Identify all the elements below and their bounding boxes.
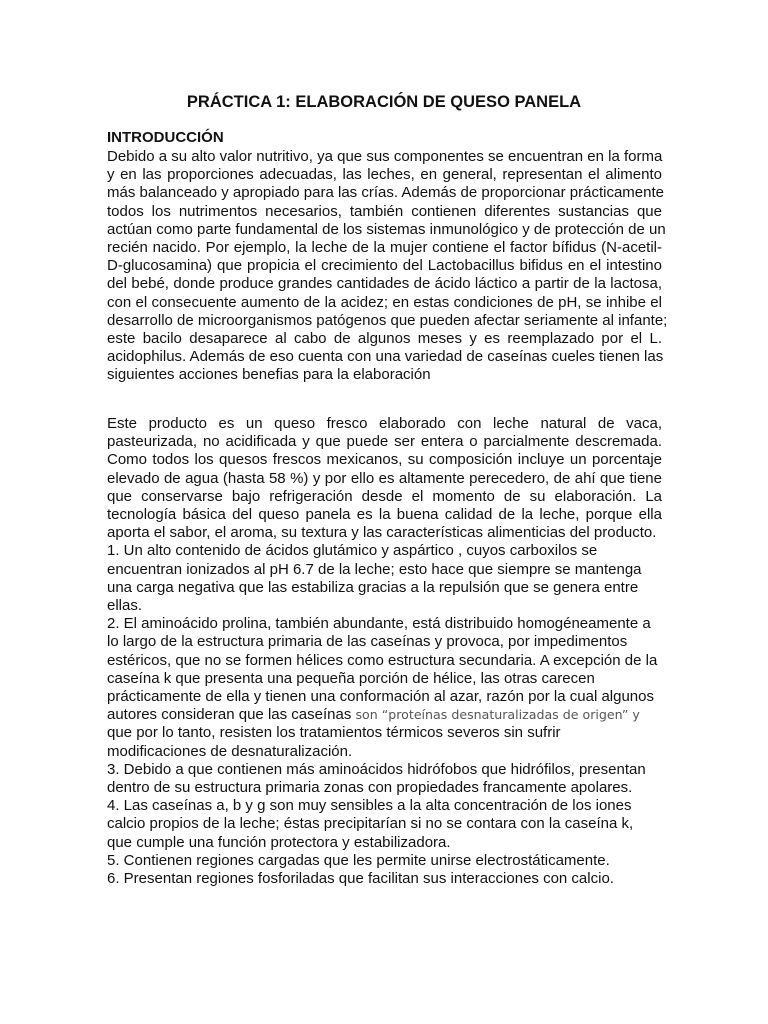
list-item-3: 3. Debido a que contienen más aminoácidos hidrófobos que hidrófilos, presentan [107,760,646,778]
intro-paragraph [107,148,668,385]
text-line: lo largo de la estructura primaria de las caseínas y provoca, por impedimentos [107,633,628,651]
text-line: actúan como parte fundamental de los sistemas inmunológico y de protección de un [107,220,666,238]
text-line: ellas. [107,597,143,615]
text-line-with-inline-quote [107,706,662,724]
text-line: Como todos los quesos frescos mexicanos, su composición incluye un porcentaje [107,451,662,469]
section-heading-introduccion: INTRODUCCIÓN [107,129,224,146]
page-title: PRÁCTICA 1: ELABORACIÓN DE QUESO PANELA [186,93,582,111]
text-line: Este producto es un queso fresco elaborado con leche natural de vaca, [107,415,662,432]
text-line: dentro de su estructura primaria zonas con propiedades francamente apolares. [107,779,633,797]
text-line: que por lo tanto, resisten los tratamientos térmicos severos sin sufrir [107,724,561,742]
list-item-1: 1. Un alto contenido de ácidos glutámico y aspártico , cuyos carboxilos se [107,542,598,560]
text-line: pasteurizada, no acidificada y que puede ser entera o parcialmente descremada. [107,433,662,451]
text-line: del bebé, donde produce grandes cantidades de ácido láctico a partir de la lactosa, [107,275,662,293]
text-line: Debido a su alto valor nutritivo, ya que sus componentes se encuentran en la forma [107,148,663,165]
text-line: calcio propios de la leche; éstas precipitarían si no se contara con la caseína k, [107,815,634,833]
text-line: más balanceado y apropiado para las crías. Además de proporcionar prácticamente [107,184,664,202]
text-line: caseína k que presenta una pequeña porción de hélice, las otras carecen [107,669,595,687]
text-line: este bacilo desaparece al cabo de algunos meses y es reemplazado por el L. [107,330,662,348]
body-paragraph [107,415,662,888]
list-item-2: 2. El aminoácido prolina, también abundante, está distribuido homogéneamente a [107,615,651,633]
text-segment: autores consideran que las caseínas [107,706,356,724]
list-item-6: 6. Presentan regiones fosforiladas que facilitan sus interacciones con calcio. [107,870,614,888]
text-line: siguientes acciones benefias para la elaboración [107,366,431,384]
text-line: una carga negativa que las estabiliza gracias a la repulsión que se genera entre [107,578,639,596]
text-line: todos los nutrimentos necesarios, también contienen diferentes sustancias que [107,202,662,220]
text-line: elevado de agua (hasta 58 %) y por ello es altamente perecedero, de ahí que tiene [107,469,662,487]
text-line: aporta el sabor, el aroma, su textura y las características alimenticias del producto. [107,524,657,542]
list-item-4: 4. Las caseínas a, b y g son muy sensibles a la alta concentración de los iones [107,797,632,815]
text-line: desarrollo de microorganismos patógenos que pueden afectar seriamente al infante; [107,311,668,329]
text-line: encuentran ionizados al pH 6.7 de la leche; esto hace que siempre se mantenga [107,560,642,578]
text-line: que cumple una función protectora y estabilizadora. [107,833,451,851]
text-line: recién nacido. Por ejemplo, la leche de la mujer contiene el factor bífidus (N-acetil- [107,239,662,257]
text-line: acidophilus. Además de eso cuenta con una variedad de caseínas cueles tienen las [107,348,664,366]
text-line: D-glucosamina) que propicia el crecimiento del Lactobacillus bifidus en el intestino [107,257,662,275]
text-line: con el consecuente aumento de la acidez; en estas condiciones de pH, se inhibe el [107,293,662,311]
text-line: tecnología básica del queso panela es la buena calidad de la leche, porque ella [107,506,662,524]
text-line: que conservarse bajo refrigeración desde el momento de su elaboración. La [107,487,662,505]
inline-quote-text: son “proteínas desnaturalizadas de origen” y [355,707,640,723]
list-item-5: 5. Contienen regiones cargadas que les permite unirse electrostáticamente. [107,851,610,869]
text-line: y en las proporciones adecuadas, las leches, en general, representan el alimento [107,166,662,184]
text-line: modificaciones de desnaturalización. [107,742,353,760]
text-line: estéricos, que no se formen hélices como estructura secundaria. A excepción de la [107,651,658,669]
text-line: prácticamente de ella y tienen una conformación al azar, razón por la cual algunos [107,688,654,706]
